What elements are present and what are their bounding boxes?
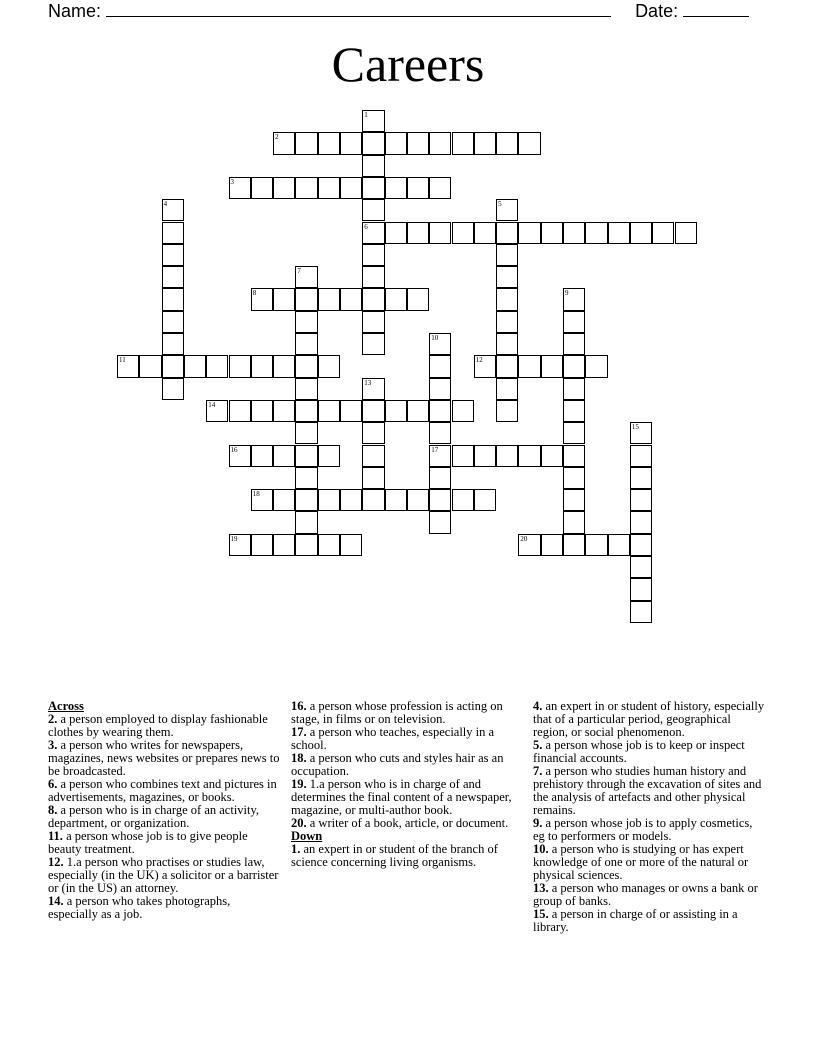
crossword-cell[interactable] bbox=[474, 355, 496, 377]
cell-number: 15 bbox=[631, 423, 639, 432]
cell-number: 7 bbox=[297, 267, 301, 276]
crossword-cell[interactable] bbox=[229, 534, 251, 556]
crossword-cell[interactable] bbox=[139, 355, 161, 377]
clue-item bbox=[533, 843, 765, 882]
crossword-cell[interactable] bbox=[563, 489, 585, 511]
clue-item bbox=[48, 830, 280, 856]
crossword-cell[interactable] bbox=[630, 445, 652, 467]
crossword-cell[interactable] bbox=[385, 489, 407, 511]
crossword-cell[interactable] bbox=[229, 445, 251, 467]
crossword-cell[interactable] bbox=[362, 177, 384, 199]
crossword-cell[interactable] bbox=[429, 400, 451, 422]
crossword-cell[interactable] bbox=[452, 222, 474, 244]
crossword-cell[interactable] bbox=[608, 222, 630, 244]
clue-number: 18. bbox=[291, 751, 307, 765]
crossword-cell[interactable] bbox=[518, 355, 540, 377]
crossword-cell[interactable] bbox=[362, 422, 384, 444]
clue-number: 4. bbox=[533, 699, 543, 713]
clue-item bbox=[291, 752, 527, 778]
crossword-cell[interactable] bbox=[273, 445, 295, 467]
crossword-cell[interactable] bbox=[518, 222, 540, 244]
clue-item bbox=[48, 713, 280, 739]
clue-text: a person who takes photographs, especially as a job. bbox=[48, 894, 231, 921]
crossword-cell[interactable] bbox=[429, 132, 451, 154]
crossword-cell[interactable] bbox=[563, 288, 585, 310]
crossword-cell[interactable] bbox=[295, 445, 317, 467]
crossword-cell[interactable] bbox=[362, 489, 384, 511]
clue-text: a person in charge of or assisting in a library. bbox=[533, 907, 738, 934]
crossword-cell[interactable] bbox=[273, 355, 295, 377]
clue-text: a person who manages or owns a bank or group of banks. bbox=[533, 881, 758, 908]
crossword-cell[interactable] bbox=[563, 534, 585, 556]
clue-text: a person whose job is to give people beauty treatment. bbox=[48, 829, 248, 856]
clue-number: 9. bbox=[533, 816, 543, 830]
crossword-cell[interactable] bbox=[295, 422, 317, 444]
crossword-cell[interactable] bbox=[229, 177, 251, 199]
crossword-cell[interactable] bbox=[362, 132, 384, 154]
crossword-cell[interactable] bbox=[251, 489, 273, 511]
clue-text: a person who cuts and styles hair as an occupation. bbox=[291, 751, 504, 778]
crossword-cell[interactable] bbox=[206, 400, 228, 422]
crossword-cell[interactable] bbox=[630, 601, 652, 623]
crossword-cell[interactable] bbox=[295, 311, 317, 333]
crossword-cell[interactable] bbox=[452, 489, 474, 511]
crossword-cell[interactable] bbox=[518, 534, 540, 556]
crossword-cell[interactable] bbox=[162, 288, 184, 310]
down-heading: Down bbox=[291, 829, 323, 843]
clue-item bbox=[533, 739, 765, 765]
clue-number: 10. bbox=[533, 842, 549, 856]
crossword-cell[interactable] bbox=[385, 177, 407, 199]
clue-item bbox=[48, 778, 280, 804]
crossword-cell[interactable] bbox=[496, 244, 518, 266]
crossword-cell[interactable] bbox=[362, 378, 384, 400]
cell-number: 6 bbox=[364, 222, 368, 231]
clue-text: a person who teaches, especially in a school. bbox=[291, 725, 495, 752]
crossword-cell[interactable] bbox=[541, 355, 563, 377]
crossword-cell[interactable] bbox=[273, 534, 295, 556]
crossword-cell[interactable] bbox=[563, 333, 585, 355]
crossword-cell[interactable] bbox=[630, 578, 652, 600]
clue-item bbox=[291, 843, 527, 869]
crossword-cell[interactable] bbox=[630, 511, 652, 533]
crossword-cell[interactable] bbox=[585, 222, 607, 244]
date-label: Date: bbox=[635, 1, 679, 21]
crossword-cell[interactable] bbox=[273, 132, 295, 154]
crossword-cell[interactable] bbox=[362, 244, 384, 266]
crossword-cell[interactable] bbox=[385, 288, 407, 310]
clue-text: an expert in or student of the branch of science concerning living organisms. bbox=[291, 842, 498, 869]
clue-text: 1.a person who is in charge of and determines the final content of a newspaper, magazine, or multi-author book. bbox=[291, 777, 512, 817]
clue-number: 17. bbox=[291, 725, 307, 739]
clue-text: a person whose job is to apply cosmetics, eg to performers or models. bbox=[533, 816, 753, 843]
crossword-cell[interactable] bbox=[429, 222, 451, 244]
crossword-cell[interactable] bbox=[251, 288, 273, 310]
crossword-cell[interactable] bbox=[563, 467, 585, 489]
clue-text: a writer of a book, article, or document. bbox=[306, 816, 509, 830]
crossword-cell[interactable] bbox=[429, 511, 451, 533]
crossword-cell[interactable] bbox=[295, 400, 317, 422]
clue-item bbox=[533, 817, 765, 843]
crossword-cell[interactable] bbox=[563, 511, 585, 533]
clue-item bbox=[533, 700, 765, 739]
across-heading: Across bbox=[48, 699, 84, 713]
crossword-cell[interactable] bbox=[518, 445, 540, 467]
crossword-cell[interactable] bbox=[429, 333, 451, 355]
clue-item bbox=[48, 739, 280, 778]
crossword-cell[interactable] bbox=[162, 355, 184, 377]
crossword-cell[interactable] bbox=[117, 355, 139, 377]
crossword-cell[interactable] bbox=[452, 400, 474, 422]
crossword-cell[interactable] bbox=[229, 400, 251, 422]
cell-number: 18 bbox=[252, 490, 260, 499]
crossword-cell[interactable] bbox=[563, 222, 585, 244]
cell-number: 14 bbox=[208, 400, 216, 409]
cell-number: 11 bbox=[119, 356, 126, 365]
clues-column-1 bbox=[48, 700, 280, 921]
clue-item bbox=[48, 895, 280, 921]
crossword-cell[interactable] bbox=[295, 288, 317, 310]
crossword-cell[interactable] bbox=[541, 445, 563, 467]
crossword-cell[interactable] bbox=[407, 489, 429, 511]
cell-number: 1 bbox=[364, 111, 368, 119]
crossword-cell[interactable] bbox=[496, 445, 518, 467]
crossword-cell[interactable] bbox=[362, 333, 384, 355]
crossword-cell[interactable] bbox=[496, 400, 518, 422]
crossword-cell[interactable] bbox=[295, 378, 317, 400]
clues-column-3 bbox=[533, 700, 765, 934]
crossword-cell[interactable] bbox=[563, 422, 585, 444]
crossword-cell[interactable] bbox=[496, 132, 518, 154]
cell-number: 10 bbox=[431, 334, 439, 342]
clue-text: 1.a person who practises or studies law, especially (in the UK) a solicitor or a barrister or (in the US) an attorney. bbox=[48, 855, 279, 895]
crossword-cell[interactable] bbox=[362, 288, 384, 310]
crossword-cell[interactable] bbox=[295, 177, 317, 199]
crossword-cell[interactable] bbox=[563, 355, 585, 377]
crossword-cell[interactable] bbox=[295, 333, 317, 355]
clue-text: a person whose profession is acting on stage, in films or on television. bbox=[291, 699, 503, 726]
crossword-cell[interactable] bbox=[340, 288, 362, 310]
crossword-cell[interactable] bbox=[474, 132, 496, 154]
crossword-cell[interactable] bbox=[429, 177, 451, 199]
crossword-cell[interactable] bbox=[273, 489, 295, 511]
page-title: Careers bbox=[331, 36, 485, 92]
crossword-cell[interactable] bbox=[407, 222, 429, 244]
crossword-cell[interactable] bbox=[318, 400, 340, 422]
crossword-cell[interactable] bbox=[273, 177, 295, 199]
cell-number: 5 bbox=[498, 200, 502, 209]
clue-number: 16. bbox=[291, 699, 307, 713]
crossword-cell[interactable] bbox=[630, 467, 652, 489]
clue-text: a person who is in charge of an activity, department, or organization. bbox=[48, 803, 260, 830]
clue-number: 19. bbox=[291, 777, 307, 791]
clue-number: 1. bbox=[291, 842, 301, 856]
clue-item bbox=[291, 817, 527, 830]
crossword-cell[interactable] bbox=[251, 355, 273, 377]
crossword-cell[interactable] bbox=[362, 155, 384, 177]
crossword-cell[interactable] bbox=[295, 534, 317, 556]
crossword-cell[interactable] bbox=[630, 534, 652, 556]
crossword-cell[interactable] bbox=[206, 355, 228, 377]
clue-number: 14. bbox=[48, 894, 64, 908]
crossword-cell[interactable] bbox=[429, 445, 451, 467]
crossword-cell[interactable] bbox=[340, 534, 362, 556]
clue-number: 2. bbox=[48, 712, 58, 726]
crossword-cell[interactable] bbox=[295, 511, 317, 533]
crossword-cell[interactable] bbox=[362, 400, 384, 422]
clue-number: 13. bbox=[533, 881, 549, 895]
crossword-cell[interactable] bbox=[184, 355, 206, 377]
crossword-cell[interactable] bbox=[496, 222, 518, 244]
crossword-cell[interactable] bbox=[429, 378, 451, 400]
crossword-cell[interactable] bbox=[385, 222, 407, 244]
crossword-cell[interactable] bbox=[295, 266, 317, 288]
clue-item bbox=[291, 726, 527, 752]
crossword-cell[interactable] bbox=[340, 489, 362, 511]
crossword-cell[interactable] bbox=[295, 467, 317, 489]
crossword-cell[interactable] bbox=[318, 445, 340, 467]
crossword-cell[interactable] bbox=[385, 400, 407, 422]
crossword-cell[interactable] bbox=[630, 222, 652, 244]
crossword-cell[interactable] bbox=[318, 489, 340, 511]
crossword-cell[interactable] bbox=[541, 534, 563, 556]
crossword-cell[interactable] bbox=[340, 400, 362, 422]
crossword-cell[interactable] bbox=[496, 355, 518, 377]
crossword-cell[interactable] bbox=[407, 177, 429, 199]
crossword-cell[interactable] bbox=[273, 288, 295, 310]
crossword-cell[interactable] bbox=[563, 311, 585, 333]
crossword-cell[interactable] bbox=[162, 311, 184, 333]
crossword-cell[interactable] bbox=[251, 177, 273, 199]
clue-number: 12. bbox=[48, 855, 64, 869]
crossword-cell[interactable] bbox=[429, 422, 451, 444]
crossword-cell[interactable] bbox=[318, 177, 340, 199]
crossword-cell[interactable] bbox=[474, 222, 496, 244]
clue-item bbox=[291, 778, 527, 817]
clue-item bbox=[533, 765, 765, 817]
crossword-cell[interactable] bbox=[340, 132, 362, 154]
crossword-cell[interactable] bbox=[496, 333, 518, 355]
crossword-cell[interactable] bbox=[162, 266, 184, 288]
crossword-cell[interactable] bbox=[563, 445, 585, 467]
crossword-cell[interactable] bbox=[318, 288, 340, 310]
cell-number: 3 bbox=[230, 177, 234, 186]
crossword-cell[interactable] bbox=[362, 467, 384, 489]
clue-number: 20. bbox=[291, 816, 307, 830]
crossword-cell[interactable] bbox=[362, 266, 384, 288]
crossword-cell[interactable] bbox=[318, 132, 340, 154]
crossword-cell[interactable] bbox=[362, 222, 384, 244]
clue-number: 11. bbox=[48, 829, 63, 843]
crossword-cell[interactable] bbox=[318, 534, 340, 556]
crossword-cell[interactable] bbox=[295, 132, 317, 154]
crossword-cell[interactable] bbox=[496, 378, 518, 400]
crossword-cell[interactable] bbox=[474, 489, 496, 511]
crossword-cell[interactable] bbox=[675, 222, 697, 244]
crossword-cell[interactable] bbox=[340, 177, 362, 199]
crossword-cell[interactable] bbox=[429, 489, 451, 511]
cell-number: 8 bbox=[252, 289, 257, 298]
cell-number: 12 bbox=[475, 356, 483, 365]
cell-number: 19 bbox=[230, 534, 238, 543]
crossword-cell[interactable] bbox=[429, 355, 451, 377]
crossword-cell[interactable] bbox=[496, 288, 518, 310]
clue-item bbox=[291, 700, 527, 726]
crossword-cell[interactable] bbox=[295, 489, 317, 511]
crossword-cell[interactable] bbox=[295, 355, 317, 377]
crossword-cell[interactable] bbox=[407, 288, 429, 310]
name-label: Name: bbox=[48, 1, 102, 21]
clue-text: a person who studies human history and prehistory through the excavation of sites and the analysis of artefacts and other physical remains. bbox=[533, 764, 762, 817]
crossword-cell[interactable] bbox=[407, 132, 429, 154]
clue-number: 15. bbox=[533, 907, 549, 921]
crossword-cell[interactable] bbox=[162, 199, 184, 221]
crossword-cell[interactable] bbox=[652, 222, 674, 244]
clue-number: 7. bbox=[533, 764, 543, 778]
cell-number: 13 bbox=[364, 378, 372, 387]
crossword-cell[interactable] bbox=[318, 355, 340, 377]
crossword-cell[interactable] bbox=[362, 110, 384, 132]
crossword-cell[interactable] bbox=[496, 199, 518, 221]
crossword-cell[interactable] bbox=[541, 222, 563, 244]
crossword-cell[interactable] bbox=[452, 132, 474, 154]
clue-text: a person who is studying or has expert knowledge of one or more of the natural or physical sciences. bbox=[533, 842, 749, 882]
crossword-cell[interactable] bbox=[474, 445, 496, 467]
clue-item bbox=[48, 856, 280, 895]
clue-text: an expert in or student of history, especially that of a particular period, geographical region, or social phenomenon. bbox=[533, 699, 765, 739]
crossword-cell[interactable] bbox=[608, 534, 630, 556]
crossword-cell[interactable] bbox=[385, 132, 407, 154]
cell-number: 9 bbox=[565, 289, 569, 298]
crossword-cell[interactable] bbox=[362, 311, 384, 333]
crossword-cell[interactable] bbox=[563, 400, 585, 422]
crossword-cell[interactable] bbox=[162, 333, 184, 355]
crossword-cell[interactable] bbox=[362, 445, 384, 467]
crossword-cell[interactable] bbox=[251, 445, 273, 467]
crossword-cell[interactable] bbox=[630, 422, 652, 444]
cell-number: 4 bbox=[163, 200, 168, 209]
clue-number: 8. bbox=[48, 803, 58, 817]
crossword-cell[interactable] bbox=[229, 355, 251, 377]
crossword-cell[interactable] bbox=[362, 199, 384, 221]
clue-text: a person who combines text and pictures in advertisements, magazines, or books. bbox=[48, 777, 277, 804]
crossword-cell[interactable] bbox=[162, 244, 184, 266]
crossword-cell[interactable] bbox=[162, 222, 184, 244]
crossword-cell[interactable] bbox=[585, 355, 607, 377]
clue-item bbox=[533, 882, 765, 908]
crossword-cell[interactable] bbox=[251, 400, 273, 422]
clues-column-2 bbox=[291, 700, 527, 869]
clue-number: 5. bbox=[533, 738, 543, 752]
crossword-cell[interactable] bbox=[630, 489, 652, 511]
cell-number: 17 bbox=[431, 445, 439, 454]
crossword-cell[interactable] bbox=[273, 400, 295, 422]
crossword-cell[interactable] bbox=[585, 534, 607, 556]
clue-item bbox=[533, 908, 765, 934]
crossword-cell[interactable] bbox=[630, 556, 652, 578]
crossword-cell[interactable] bbox=[429, 467, 451, 489]
clue-number: 3. bbox=[48, 738, 58, 752]
crossword-cell[interactable] bbox=[518, 132, 540, 154]
crossword-cell[interactable] bbox=[496, 266, 518, 288]
clue-item bbox=[48, 804, 280, 830]
clue-text: a person who writes for newspapers, magazines, news websites or prepares news to be broadcasted. bbox=[48, 738, 280, 778]
clue-text: a person whose job is to keep or inspect financial accounts. bbox=[533, 738, 745, 765]
cell-number: 2 bbox=[275, 133, 279, 142]
crossword-cell[interactable] bbox=[407, 400, 429, 422]
crossword-cell[interactable] bbox=[162, 378, 184, 400]
cell-number: 20 bbox=[520, 534, 528, 543]
crossword-cell[interactable] bbox=[563, 378, 585, 400]
crossword-cell[interactable] bbox=[452, 445, 474, 467]
cell-number: 16 bbox=[230, 445, 238, 454]
clue-text: a person employed to display fashionable clothes by wearing them. bbox=[48, 712, 268, 739]
crossword-cell[interactable] bbox=[251, 534, 273, 556]
clue-number: 6. bbox=[48, 777, 58, 791]
crossword-cell[interactable] bbox=[496, 311, 518, 333]
